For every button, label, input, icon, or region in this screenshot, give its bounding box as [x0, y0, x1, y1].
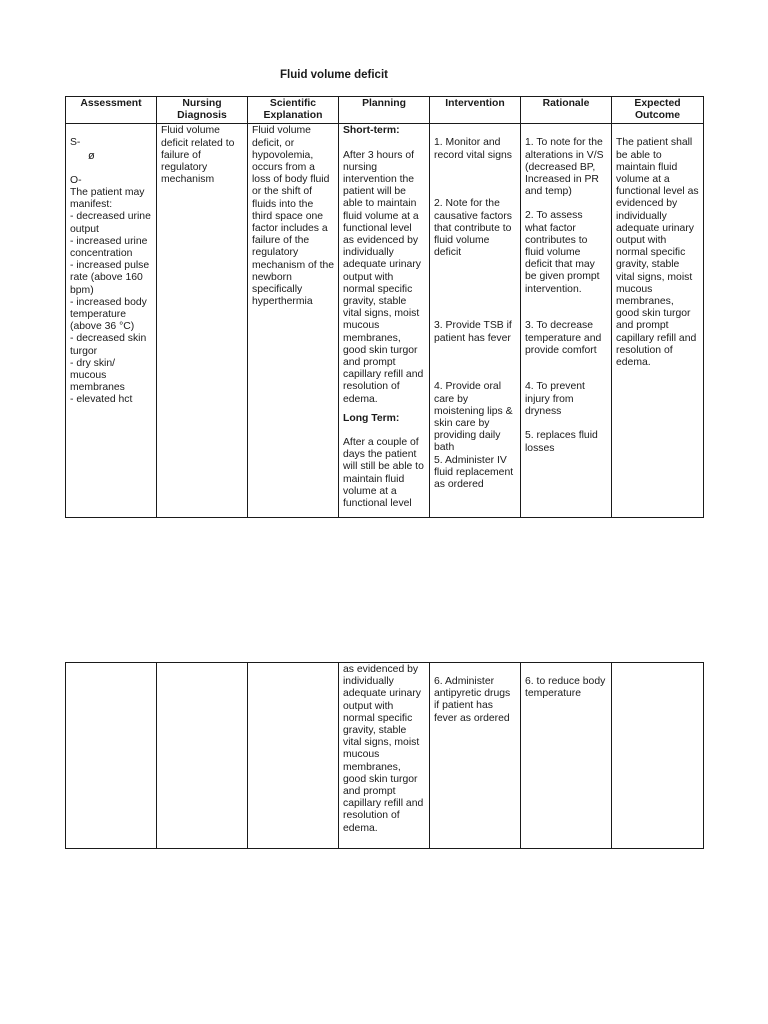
intervention-item: 3. Provide TSB if patient has fever	[434, 320, 512, 344]
rationale-item: 3. To decrease temperature and provide comfort	[525, 320, 602, 356]
header-assessment: Assessment	[66, 97, 157, 124]
header-nursing-diagnosis: Nursing Diagnosis	[157, 97, 248, 124]
header-rationale: Rationale	[521, 97, 612, 124]
table-row	[66, 663, 704, 849]
scientific-explanation-text: Fluid volume deficit, or hypovolemia, occurs from a loss of body fluid or the shift of fluids into the third space one factor includes a failure of the regulatory mechanism of the newborn specifically hyperthermia	[252, 125, 335, 308]
header-scientific-explanation: Scientific Explanation	[248, 97, 339, 124]
planning-cell	[339, 124, 430, 518]
short-term-label: Short-term:	[343, 125, 400, 137]
header-expected-outcome: Expected Outcome	[612, 97, 704, 124]
cue-item: - increased body temperature (above 36 °C)	[70, 296, 147, 333]
nursing-diagnosis-cell	[157, 124, 248, 518]
planning-cell-continued	[339, 663, 430, 849]
long-term-text: After a couple of days the patient will still be able to maintain fluid volume at a functional level	[343, 437, 424, 510]
subjective-label: S-	[70, 137, 81, 149]
expected-outcome-cell-empty	[612, 663, 704, 849]
cue-item: - increased urine concentration	[70, 235, 148, 260]
rationale-item: 5. replaces fluid losses	[525, 430, 598, 454]
scientific-explanation-cell	[248, 124, 339, 518]
header-intervention: Intervention	[430, 97, 521, 124]
assessment-cell-empty	[66, 663, 157, 849]
care-plan-table	[65, 96, 704, 518]
intervention-item: 4. Provide oral care by moistening lips & skin care by providing daily bath	[434, 381, 513, 454]
scientific-explanation-cell-empty	[248, 663, 339, 849]
table-row	[66, 124, 704, 518]
rationale-item: 1. To note for the alterations in V/S (decreased BP, Increased in PR and temp)	[525, 137, 604, 198]
objective-label: O-	[70, 174, 82, 186]
nursing-diagnosis-cell-empty	[157, 663, 248, 849]
document-title: Fluid volume deficit	[280, 69, 388, 81]
header-planning: Planning	[339, 97, 430, 124]
intervention-cell-continued	[430, 663, 521, 849]
cue-item: - decreased urine output	[70, 211, 151, 235]
cue-item: - elevated hct	[70, 394, 133, 406]
header-row	[66, 97, 704, 124]
intervention-item: 1. Monitor and record vital signs	[434, 137, 512, 161]
intervention-item: 6. Administer antipyretic drugs if patient has fever as ordered	[434, 676, 511, 724]
rationale-item: 4. To prevent injury from dryness	[525, 381, 585, 417]
expected-outcome-cell	[612, 124, 704, 518]
cue-item: - increased pulse rate (above 160 bpm)	[70, 260, 150, 296]
rationale-item: 2. To assess what factor contributes to fluid volume deficit that may be given prompt intervention.	[525, 210, 600, 295]
cue-item: - decreased skin turgor	[70, 333, 147, 357]
rationale-cell	[521, 124, 612, 518]
nursing-diagnosis-text: Fluid volume deficit related to failure of regulatory mechanism	[161, 125, 235, 186]
cue-item: - dry skin/ mucous membranes	[70, 357, 125, 394]
care-plan-table-continued	[65, 662, 704, 849]
rationale-item: 6. to reduce body temperature	[525, 676, 606, 700]
short-term-text: After 3 hours of nursing intervention the patient will be able to maintain fluid volume at a functional level as evidenced by individually adequate urinary output with normal specific gravity, stable vital signs, moist mucous membranes, good skin turgor and prompt capillary refill and resolution of edema.	[343, 149, 424, 405]
expected-outcome-text: The patient shall be able to maintain fluid volume at a functional level as evidenced by individually adequate urinary output with normal specific gravity, stable vital signs, moist mucous membranes, good skin turgor and prompt capillary refill and resolution of edema.	[616, 137, 699, 369]
long-term-label: Long Term:	[343, 412, 400, 424]
long-term-text-continued: as evidenced by individually adequate urinary output with normal specific gravity, stable vital signs, moist mucous membranes, good skin turgor and prompt capillary refill and resolution of edema.	[343, 664, 424, 834]
intervention-cell	[430, 124, 521, 518]
subjective-none: ø	[88, 149, 95, 162]
rationale-cell-continued	[521, 663, 612, 849]
intervention-item: 5. Administer IV fluid replacement as ordered	[434, 454, 514, 491]
intervention-item: 2. Note for the causative factors that contribute to fluid volume deficit	[434, 198, 512, 259]
objective-intro: The patient may manifest:	[70, 187, 145, 211]
assessment-cell	[66, 124, 157, 518]
